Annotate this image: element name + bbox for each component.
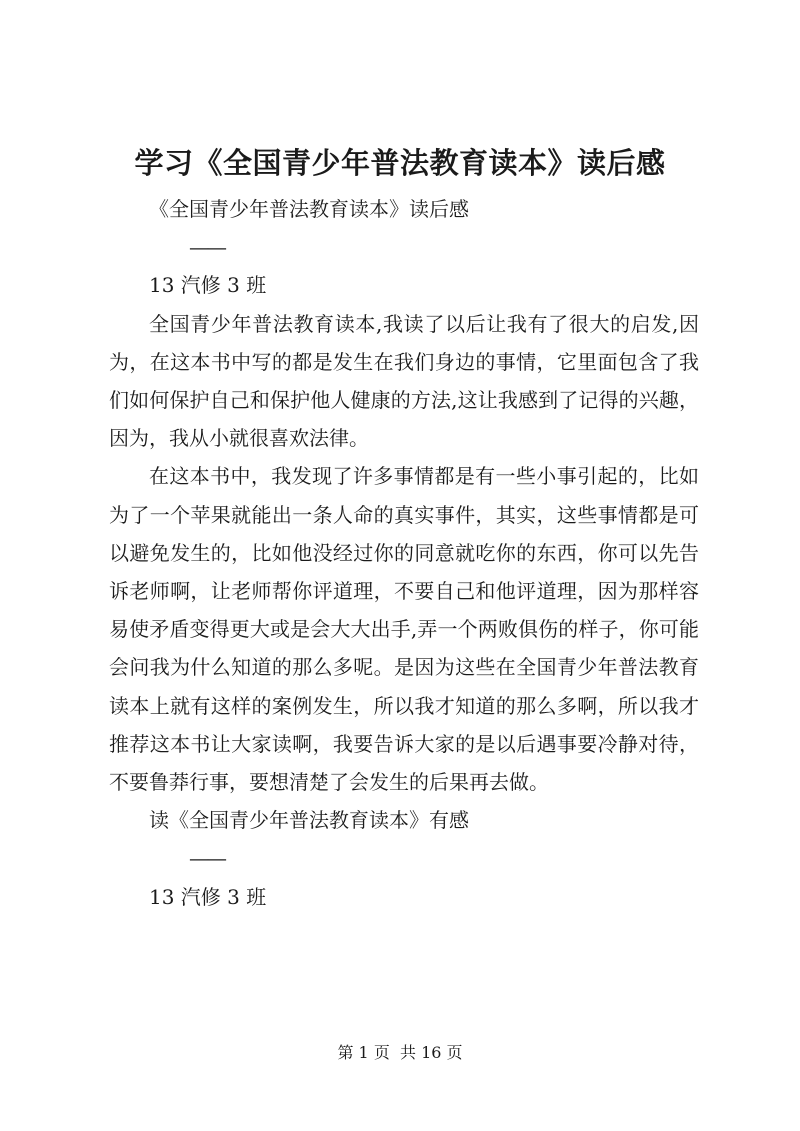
subtitle: 读《全国青少年普法教育读本》有感: [149, 808, 469, 833]
dash-text: ——: [189, 846, 225, 871]
paragraph: 全国青少年普法教育读本,我读了以后让我有了很大的启发,因为，在这本书中写的都是发生在我们身边的事情，它里面包含了我们如何保护自己和保护他人健康的方法,这让我感到了记得的兴趣，因为，我从小就很喜欢法律。: [109, 311, 699, 451]
dash-separator: [109, 839, 699, 877]
document-title: 学习《全国青少年普法教育读本》读后感: [134, 146, 666, 180]
page-number: 第 1 页 共 16 页: [337, 1043, 463, 1062]
document-body: [109, 190, 699, 916]
dash-separator: [109, 228, 699, 266]
subtitle: 《全国青少年普法教育读本》读后感: [149, 197, 469, 221]
dash-text: ——: [189, 235, 225, 260]
paragraph: 在这本书中，我发现了许多事情都是有一些小事引起的，比如为了一个苹果就能出一条人命的真实事件，其实，这些事情都是可以避免发生的，比如他没经过你的同意就吃你的东西，你可以先告诉老师啊，让老师帮你评道理，不要自己和他评道理，因为那样容易使矛盾变得更大或是会大大出手,弄一个两败俱伤的样子，你可能会问我为什么知道的那么多呢。是因为这些在全国青少年普法教育读本上就有这样的案例发生，所以我才知道的那么多啊，所以我才推荐这本书让大家读啊，我要告诉大家的是以后遇事要冷静对待，不要鲁莽行事，要想清楚了会发生的后果再去做。: [109, 464, 699, 795]
page-footer: [0, 1042, 800, 1064]
class-label: 13 汽修 3 班: [149, 273, 267, 298]
class-label: 13 汽修 3 班: [149, 884, 267, 909]
